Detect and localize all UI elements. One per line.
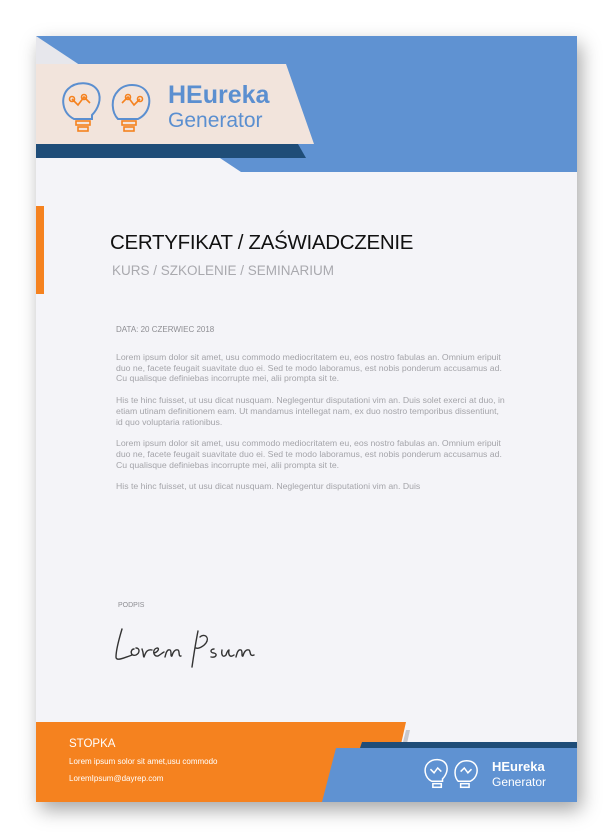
logo-subtitle: Generator [168, 109, 263, 132]
footer-address: Lorem ipsum solor sit amet,usu commodo [69, 757, 218, 766]
footer-logo-subtitle: Generator [492, 775, 547, 789]
certificate-page [36, 36, 577, 802]
signature-label: PODPIS [118, 602, 145, 609]
certificate-title: CERTYFIKAT / ZAŚWIADCZENIE [110, 231, 414, 254]
logo-name: HEureka [168, 81, 270, 109]
lightbulb-icon [422, 755, 486, 793]
certificate-subtitle: KURS / SZKOLENIE / SEMINARIUM [112, 263, 335, 278]
body-paragraph: Lorem ipsum dolor sit amet, usu commodo mediocritatem eu, eos nostro fabulas an. Omnium eripuit duo ne, facete feugait suavitate duo ei. Sed te modo laboramus, est nobis ponderum accusamus ad. Cu qualisque definiebas incorrupte mei, alii prompta sit te. [116, 352, 502, 384]
body-paragraph: His te hinc fuisset, ut usu dicat nusquam. Neglegentur disputationi vim an. Duis [116, 481, 421, 492]
certificate-date: DATA: 20 CZERWIEC 2018 [116, 325, 215, 334]
footer-banner [36, 36, 577, 802]
body-paragraph: Lorem ipsum dolor sit amet, usu commodo mediocritatem eu, eos nostro fabulas an. Omnium eripuit duo ne, facete feugait suavitate duo ei. Sed te modo laboramus, est nobis ponderum accusamus ad. Cu qualisque definiebas incorrupte mei, alii prompta sit te. [116, 438, 502, 470]
footer-logo-name: HEureka [492, 759, 545, 774]
body-paragraph: His te hinc fuisset, ut usu dicat nusquam. Neglegentur disputationi vim an. Duis solet exerci at duo, in etiam utinam definitionem eam. Ut mandamus intellegat nam, ex duo nostro temporibus dissentiunt, id quo voluptaria rationibus. [116, 395, 505, 427]
footer-navy-strip [360, 742, 577, 748]
footer-title: STOPKA [69, 738, 116, 750]
footer-email: LoremIpsum@dayrep.com [69, 774, 164, 783]
footer-logo [422, 755, 572, 793]
